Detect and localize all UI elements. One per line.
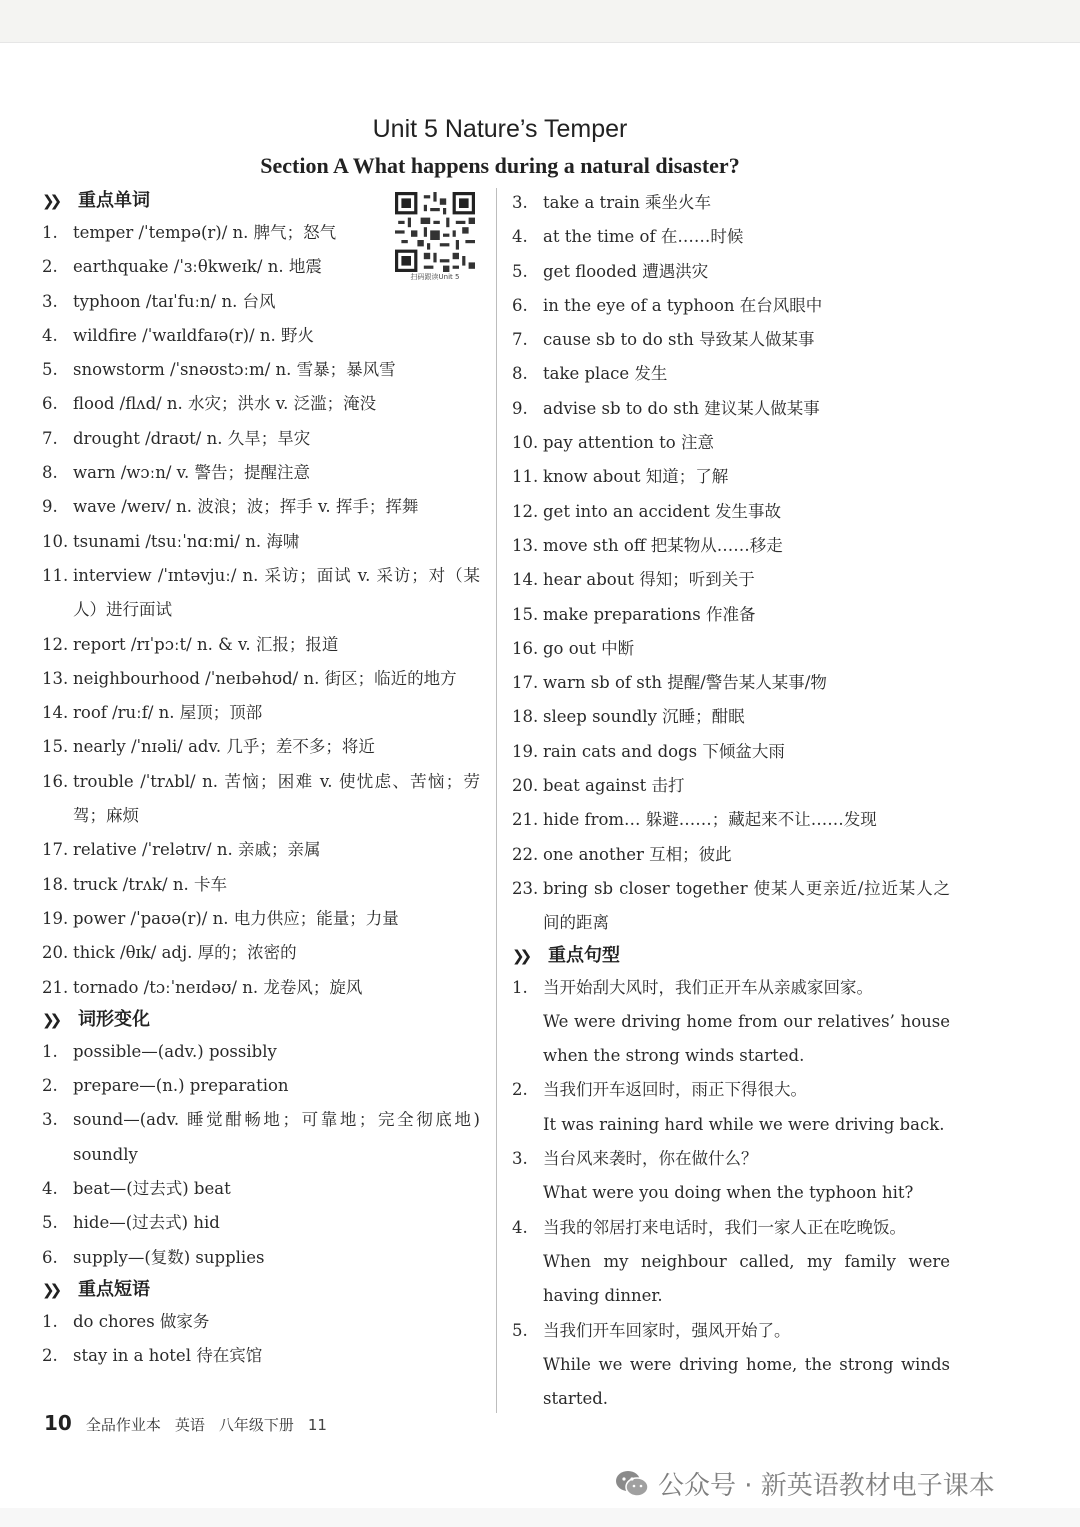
item-number: 12. [42,634,69,654]
double-chevron-icon: ❯❯ [512,946,528,965]
item-number: 23. [512,878,539,898]
item-text: one another 互相；彼此 [543,844,732,864]
list-item [512,666,950,700]
sentence-item [512,971,950,1074]
item-text: hide—(过去式) hid [73,1213,220,1233]
item-number: 2. [42,257,58,277]
list-item [42,387,480,421]
sentence-item [512,1211,950,1314]
list-item [42,765,480,834]
item-text: supply—(复数) supplies [73,1247,265,1267]
list-item [512,323,950,357]
list-item [512,357,950,391]
sentence-chinese: 当台风来袭时，你在做什么？ [543,1149,758,1169]
item-number: 5. [42,1213,58,1233]
sentences-list [512,971,950,1417]
item-number: 5. [42,360,58,380]
left-column [42,186,480,1374]
item-text: pay attention to 注意 [543,433,714,453]
vocab-list [42,216,480,1005]
item-number: 10. [512,433,539,453]
item-text: rain cats and dogs 下倾盆大雨 [543,741,785,761]
list-item [512,632,950,666]
item-text: power /ˈpaʊə(r)/ n. 电力供应；能量；力量 [73,908,399,928]
item-number: 3. [512,193,528,212]
item-number: 11. [42,565,69,585]
list-item [42,1339,480,1373]
forms-list [42,1035,480,1275]
sentence-number: 3. [512,1149,528,1169]
list-item [42,662,480,696]
sentence-chinese: 当我的邻居打来电话时，我们一家人正在吃晚饭。 [543,1217,906,1237]
item-number: 15. [512,604,539,624]
sentence-body [543,1314,950,1417]
item-text: in the eye of a typhoon 在台风眼中 [543,295,823,315]
list-item [512,735,950,769]
sentence-number: 1. [512,977,528,997]
item-text: go out 中断 [543,638,635,658]
list-item [42,628,480,662]
list-item [42,971,480,1005]
unit-title: Unit 5 Nature’s Temper [372,115,628,143]
list-item [42,422,480,456]
list-item [42,285,480,319]
sentence-number: 5. [512,1320,528,1340]
list-item [512,186,950,220]
vocab-heading [42,186,480,216]
item-text: at the time of 在……时候 [543,227,744,247]
item-number: 11. [512,467,539,487]
item-number: 4. [42,1179,58,1199]
item-text: advise sb to do sth 建议某人做某事 [543,398,820,418]
item-text: make preparations 作准备 [543,604,756,624]
item-text: snowstorm /ˈsnəʊstɔːm/ n. 雪暴；暴风雪 [73,360,396,380]
item-text: earthquake /ˈɜːθkweɪk/ n. 地震 [73,257,322,277]
item-text: interview /ˈɪntəvjuː/ n. 采访；面试 v. 采访；对（某人）进行面试 [73,565,480,620]
list-item [42,1103,480,1172]
list-item [512,460,950,494]
bottom-scan-band [0,1508,1080,1527]
list-item [512,392,950,426]
sentences-heading [512,941,950,971]
list-item [512,769,950,803]
double-chevron-icon: ❯❯ [42,1280,58,1299]
item-text: warn sb of sth 提醒/警告某人某事/物 [543,673,827,693]
wechat-icon [614,1469,650,1499]
sentence-body [543,1211,950,1314]
sentence-item [512,1142,950,1211]
list-item [512,803,950,837]
vocab-heading-label: 重点单词 [78,190,150,211]
item-text: trouble /ˈtrʌbl/ n. 苦恼；困难 v. 使忧虑、苦恼；劳驾；麻烦 [73,771,480,826]
double-chevron-icon: ❯❯ [42,1010,58,1029]
qr-caption: 扫码跟读Unit 5 [410,273,460,281]
item-number: 4. [42,325,58,345]
item-number: 21. [512,810,539,830]
list-item [42,696,480,730]
phrases-list [42,1305,480,1374]
watermark [614,1465,995,1502]
list-item [42,525,480,559]
list-item [42,1241,480,1275]
item-text: take a train 乘坐火车 [543,193,712,212]
sentence-number: 2. [512,1080,528,1100]
sentence-chinese: 当我们开车返回时，雨正下得很大。 [543,1080,807,1100]
item-text: tornado /tɔːˈneɪdəʊ/ n. 龙卷风；旋风 [73,977,363,997]
item-text: possible—(adv.) possibly [73,1041,277,1061]
sentence-english: What were you doing when the typhoon hit? [543,1183,914,1203]
item-text: get into an accident 发生事故 [543,501,782,521]
list-item [42,353,480,387]
item-text: get flooded 遭遇洪灾 [543,261,709,281]
item-text: wave /weɪv/ n. 波浪；波；挥手 v. 挥手；挥舞 [73,497,419,517]
item-number: 14. [512,570,539,590]
item-text: drought /draʊt/ n. 久旱；旱灾 [73,428,311,448]
item-number: 22. [512,844,539,864]
item-number: 18. [512,707,539,727]
watermark-text: 公众号 · 新英语教材电子课本 [658,1471,995,1501]
item-text: roof /ruːf/ n. 屋顶；顶部 [73,703,263,723]
item-number: 7. [512,330,528,350]
item-text: thick /θɪk/ adj. 厚的；浓密的 [73,943,297,963]
sentence-body [543,1142,950,1211]
sentence-body [543,1073,950,1142]
item-text: tsunami /tsuːˈnɑːmi/ n. 海啸 [73,531,300,551]
item-text: beat—(过去式) beat [73,1179,231,1199]
item-text: hear about 得知；听到关于 [543,570,755,590]
item-text: know about 知道；了解 [543,467,729,487]
sentence-english: When my neighbour called, my family were having dinner. [543,1251,950,1306]
list-item [42,1035,480,1069]
item-number: 1. [42,1041,58,1061]
list-item [512,220,950,254]
list-item [42,1172,480,1206]
list-item [42,936,480,970]
list-item [42,1206,480,1240]
item-number: 18. [42,874,69,894]
item-number: 2. [42,1076,58,1096]
list-item [512,289,950,323]
item-number: 7. [42,428,58,448]
sentence-body [543,971,950,1074]
item-number: 17. [42,840,69,860]
item-number: 16. [512,638,539,658]
section-title: Section A What happens during a natural disaster? [260,153,740,178]
item-number: 13. [42,668,69,688]
item-number: 16. [42,771,69,791]
list-item [42,833,480,867]
item-number: 17. [512,673,539,693]
item-number: 5. [512,261,528,281]
item-text: wildfire /ˈwaɪldfaɪə(r)/ n. 野火 [73,325,314,345]
sentence-item [512,1314,950,1417]
item-text: do chores 做家务 [73,1311,210,1331]
list-item [512,426,950,460]
item-number: 12. [512,501,539,521]
sentence-number: 4. [512,1217,528,1237]
item-text: beat against 击打 [543,776,685,796]
grade: 八年级下册 [218,1416,294,1434]
item-text: warn /wɔːn/ v. 警告；提醒注意 [73,463,310,483]
sentence-chinese: 当开始刮大风时，我们正开车从亲戚家回家。 [543,977,873,997]
item-number: 9. [512,398,528,418]
list-item [42,456,480,490]
right-column [512,186,950,1416]
subject: 英语 [174,1416,205,1434]
phrases-list-continued [512,186,950,941]
list-item [42,490,480,524]
page-number-right: 11 [307,1416,327,1434]
item-text: sound—(adv. 睡觉酣畅地；可靠地；完全彻底地) soundly [73,1110,480,1164]
list-item [512,563,950,597]
sentences-heading-label: 重点句型 [548,944,620,966]
item-text: report /rɪˈpɔːt/ n. & v. 汇报；报道 [73,634,339,654]
item-text: hide from… 躲避……；藏起来不让……发现 [543,810,877,830]
item-number: 19. [42,908,69,928]
list-item [42,216,480,250]
item-number: 14. [42,703,69,723]
list-item [512,598,950,632]
item-number: 21. [42,977,69,997]
item-text: move sth off 把某物从……移走 [543,535,783,555]
item-number: 1. [42,223,58,242]
item-text: stay in a hotel 待在宾馆 [73,1346,263,1366]
item-number: 13. [512,535,539,555]
page-number-left: 10 [44,1411,72,1435]
item-text: relative /ˈrelətɪv/ n. 亲戚；亲属 [73,840,321,860]
list-item [42,559,480,628]
list-item [512,495,950,529]
book-name: 全品作业本 [85,1416,161,1434]
item-number: 1. [42,1311,58,1331]
item-text: typhoon /taɪˈfuːn/ n. 台风 [73,291,276,311]
forms-heading [42,1005,480,1035]
list-item [42,319,480,353]
item-number: 6. [42,1247,58,1267]
item-number: 15. [42,737,69,757]
list-item [42,1305,480,1339]
sentence-english: It was raining hard while we were driving back. [543,1114,945,1134]
list-item [512,872,950,941]
list-item [512,700,950,734]
item-text: prepare—(n.) preparation [73,1076,289,1096]
item-number: 6. [512,295,528,315]
list-item [512,838,950,872]
item-number: 8. [512,364,528,384]
item-text: cause sb to do sth 导致某人做某事 [543,330,815,350]
item-number: 6. [42,394,58,414]
item-number: 9. [42,497,58,517]
top-scan-band [0,0,1080,43]
item-number: 10. [42,531,69,551]
forms-heading-label: 词形变化 [78,1008,150,1030]
item-text: flood /flʌd/ n. 水灾；洪水 v. 泛滥；淹没 [73,394,377,414]
item-text: sleep soundly 沉睡；酣眠 [543,707,745,727]
item-number: 19. [512,741,539,761]
phrases-heading [42,1275,480,1305]
item-number: 20. [512,776,539,796]
list-item [42,730,480,764]
list-item [42,868,480,902]
sentence-chinese: 当我们开车回家时，强风开始了。 [543,1320,791,1340]
item-number: 3. [42,1110,58,1130]
sentence-english: We were driving home from our relatives’ house when the strong winds started. [543,1011,950,1066]
list-item [42,902,480,936]
list-item [512,529,950,563]
item-text: temper /ˈtempə(r)/ n. 脾气；怒气 [73,223,337,242]
item-number: 8. [42,463,58,483]
list-item [42,250,480,284]
sentence-item [512,1073,950,1142]
sentence-english: While we were driving home, the strong winds started. [543,1354,950,1409]
item-text: nearly /ˈnɪəli/ adv. 几乎；差不多；将近 [73,737,375,757]
double-chevron-icon: ❯❯ [42,192,58,210]
column-divider [496,188,497,1413]
list-item [512,255,950,289]
item-number: 20. [42,943,69,963]
page-footer [44,1411,327,1435]
list-item [42,1069,480,1103]
item-text: take place 发生 [543,364,668,384]
item-number: 4. [512,227,528,247]
item-text: bring sb closer together 使某人更亲近/拉近某人之间的距离 [543,878,950,933]
phrases-heading-label: 重点短语 [78,1278,150,1300]
item-number: 2. [42,1346,58,1366]
item-text: neighbourhood /ˈneɪbəhʊd/ n. 街区；临近的地方 [73,668,457,688]
item-number: 3. [42,291,58,311]
item-text: truck /trʌk/ n. 卡车 [73,874,227,894]
